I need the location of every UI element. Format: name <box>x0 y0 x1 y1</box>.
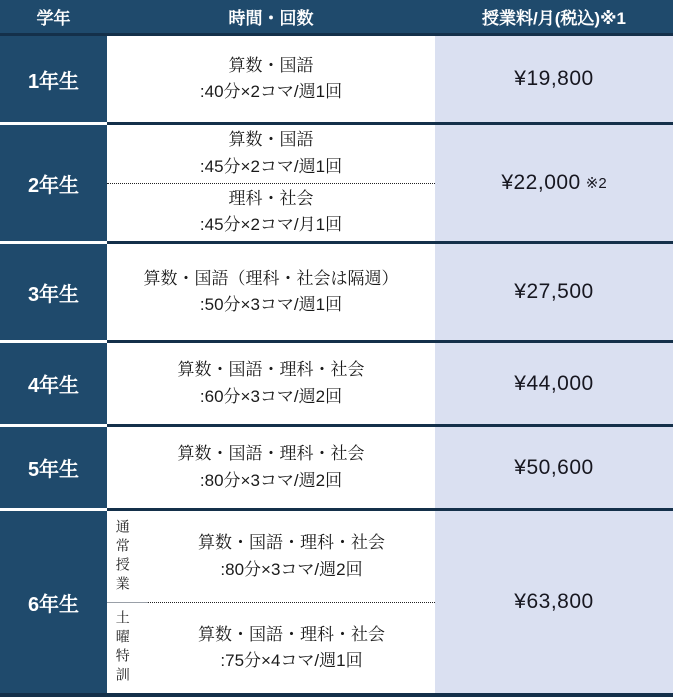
lesson-schedule: :75分×4コマ/週1回 <box>220 651 363 670</box>
schedule-cell <box>107 241 435 340</box>
lesson-type-label <box>107 602 148 693</box>
price-cell <box>435 340 673 424</box>
header-schedule: 時間・回数 <box>228 9 314 28</box>
table-row-grade1 <box>0 36 673 122</box>
price-cell <box>435 508 673 693</box>
lesson-sub-row-saturday <box>107 602 435 693</box>
grade-label: 2年生 <box>0 122 107 241</box>
lesson-subjects: 算数・国語・理科・社会 <box>177 444 365 464</box>
lesson-block <box>107 183 435 242</box>
lesson-type-label <box>107 511 148 602</box>
lesson-subjects: 算数・国語・理科・社会 <box>177 360 365 380</box>
grade-label: 6年生 <box>0 508 107 693</box>
table-header-row <box>0 0 673 36</box>
lesson-subjects: 算数・国語・理科・社会 <box>198 533 385 553</box>
lesson-subjects: 理科・社会 <box>228 188 314 208</box>
lesson-block <box>107 36 435 122</box>
price-value: ¥22,000 <box>501 171 581 194</box>
grade-label: 5年生 <box>0 424 107 508</box>
lesson-block <box>107 343 435 424</box>
price-value: ¥44,000 <box>514 371 594 395</box>
price-cell <box>435 122 673 241</box>
lesson-type-text: 土曜特訓 <box>114 610 131 686</box>
lesson-schedule: :50分×3コマ/週1回 <box>199 295 343 314</box>
lesson-block <box>148 602 435 693</box>
lesson-block <box>148 511 435 602</box>
lesson-block <box>107 125 435 183</box>
header-tuition: 授業料/月(税込)※1 <box>481 9 627 28</box>
lesson-schedule: :60分×3コマ/週2回 <box>199 386 343 406</box>
lesson-block <box>107 427 435 508</box>
table-row-grade4 <box>0 340 673 424</box>
price-value: ¥27,500 <box>514 280 594 303</box>
lesson-schedule: :40分×2コマ/週1回 <box>199 82 343 101</box>
table-row-grade5 <box>0 424 673 508</box>
grade-label: 1年生 <box>0 36 107 122</box>
schedule-cell <box>107 508 435 693</box>
price-value: ¥50,600 <box>514 455 594 479</box>
grade-label: 3年生 <box>0 241 107 340</box>
price-value: ¥19,800 <box>514 67 594 90</box>
schedule-cell <box>107 424 435 508</box>
lesson-schedule: :80分×3コマ/週2回 <box>199 470 343 490</box>
table-row-grade2 <box>0 122 673 241</box>
lesson-subjects: 算数・国語 <box>228 55 314 75</box>
lesson-subjects: 算数・国語 <box>228 130 314 150</box>
schedule-cell <box>107 36 435 122</box>
lesson-subjects: 算数・国語（理科・社会は隔週） <box>143 268 399 288</box>
lesson-sub-row-regular <box>107 511 435 602</box>
grade-label: 4年生 <box>0 340 107 424</box>
lesson-schedule: :80分×3コマ/週2回 <box>220 559 363 579</box>
schedule-cell <box>107 340 435 424</box>
lesson-subjects: 算数・国語・理科・社会 <box>198 624 385 644</box>
lesson-block <box>107 244 435 340</box>
price-value: ¥63,800 <box>514 590 594 613</box>
lesson-schedule: :45分×2コマ/月1回 <box>199 215 343 235</box>
table-row-grade6 <box>0 508 673 693</box>
price-note: ※2 <box>585 175 607 192</box>
schedule-cell <box>107 122 435 241</box>
table-row-grade3 <box>0 241 673 340</box>
price-cell <box>435 424 673 508</box>
header-grade: 学年 <box>36 9 71 28</box>
price-cell <box>435 241 673 340</box>
price-cell <box>435 36 673 122</box>
lesson-type-text: 通常授業 <box>114 518 131 595</box>
lesson-schedule: :45分×2コマ/週1回 <box>199 156 343 176</box>
